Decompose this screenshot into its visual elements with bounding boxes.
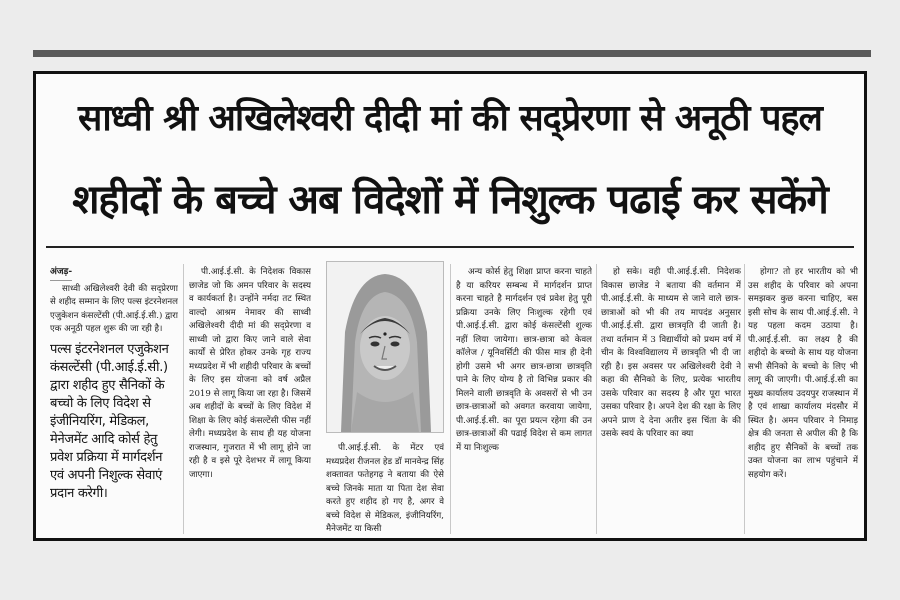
column-divider xyxy=(596,264,597,534)
intro-paragraph: साध्वी अखिलेश्वरी देवी की सद्प्रेरणा से शहीद सम्मान के लिए पल्स इंटरनेशनल एजुकेशन कंसल्टेंसी (पी.आई.ई.सी.) द्वारा एक अनूठी पहल शुरू की जा रही है। xyxy=(50,283,178,334)
column-2 xyxy=(189,266,311,534)
dateline: अंजड़- xyxy=(50,266,72,281)
headline-line-2: शहीदों के बच्चे अब विदेशों में निशुल्क पढाई कर सकेंगे xyxy=(72,177,828,223)
top-bar xyxy=(33,50,871,57)
portrait-illustration xyxy=(327,262,443,432)
column-5-text: हो सके। वही पी.आई.ई.सी. निदेशक विकास छाजेड ने बताया की वर्तमान में पी.आई.ई.सी. के माध्यम से जाने वाले छात्र-छात्राओं को भी की तय मापदंड अनुसार पी.आई.ई.सी. द्वारा छात्रवृति दी जाती है। तथा वर्तमान में 3 विद्यार्थीयो को प्रथम वर्ष में चीन के विश्वविद्यालय में छात्रवृति भी दी जा रही है। इस अवसर पर अखिलेश्वरी देवी ने कहा की सैनिको के लिए, प्रत्येक भारतीय उसके परिवार का सदस्य है और पूरा भारत उसका परिवार है। अपने देश की रक्षा के लिए अपने प्राण दे देना अतीर इस चिंता के की उसके स्वयं के परिवार का क्या xyxy=(601,267,741,439)
headline-rule xyxy=(46,246,854,248)
column-divider xyxy=(450,264,451,534)
column-divider xyxy=(183,264,184,534)
column-2-text: पी.आई.ई.सी. के निदेशक विकास छाजेड जो कि अमन परिवार के सदस्य व कार्यकर्ता है। उन्होंने नर्मदा तट स्थित वाल्दो आश्रम नेमावर की साध्वी अखिलेश्वरी दीदी मां की सद्प्रेरणा व साध्वी जो द्वारा किए जाने वाले सेवा कार्यों से प्रेरित होकर उनके गृह राज्य मध्यप्रदेश में भी शहीदी परिवार के बच्चों के लिए इस योजना को वर्ष अप्रैल 2019 से लागू किया जा रहा है। जिसमें अब शहीदों के बच्चों के लिए विदेश में शिक्षा के लिए कोई कंसल्टेंसी फीस नहीं लेगी। मध्यप्रदेश के साथ ही यह योजना राजस्थान, गुजरात में भी लागू होने जा रही है व इसे पूरे देशभर में लागू किया जाएगा। xyxy=(189,267,311,480)
sadhvi-portrait-photo xyxy=(326,261,444,433)
column-5 xyxy=(601,266,741,534)
column-6-text: होगा? तो हर भारतीय को भी उस शहीद के परिवार को अपना समझकर कुछ करना चाहिए, बस इसी सोच के साथ पी.आई.ई.सी. ने यह पहला कदम उठाया है। पी.आई.ई.सी. का लक्ष्य है की शहीदो के बच्चो के साथ यह योजना सभी सैनिको के बच्चो के लिए भी लागू की जाएगी। पी.आई.ई.सी का मुख्य कार्यालय उदयपुर राजस्थान में है एवं शाखा कार्यालय मंदसौर में स्थित है। अमन परिवार ने निमाड़ क्षेत्र की जनता से अपील की है कि शहीद हुए सैनिकों के बच्चों तक उक्त योजना का लाभ पहुंचाने में सहयोग करें। xyxy=(748,267,858,480)
column-3-text: पी.आई.ई.सी. के मेंटर एवं मध्यप्रदेश रीजनल हेड डॉ मानवेन्द्र सिंह शक्तावत फतेहगढ़ ने बताया की ऐसे बच्चे जिनके माता या पिता देश सेवा करते हुए शहीद हो गए है, अगर वे बच्चे विदेश से मेडिकल, इंजीनियरिंग, मैनेजमेंट या किसी xyxy=(326,443,444,534)
column-divider xyxy=(744,264,745,534)
column-4-text: अन्य कोर्स हेतु शिक्षा प्राप्त करना चाहते है या करियर सम्बन्ध में मार्गदर्शन प्राप्त करना चाहते है मार्गदर्शन एवं प्रवेश हेतु पूरी प्रक्रिया उनके लिए निःशुल्क रहेगी एवं पी.आई.ई.सी. द्वारा कोई कंसल्टेंसी शुल्क नहीं लिया जायेगा। छात्र-छात्रा को केवल कॉलेज / यूनिवर्सिटी की फीस मात्र ही देनी होगी उसमे भी अगर छात्र-छात्रा छात्रवृति पाने के लिए योग्य है तो विभिन्न प्रकार की मिलने वाली छात्रवृति के अवसरों से भी उन छात्र-छात्राओं को अवगत करवाया जायेगा, पी.आई.ई.सी. का पूरा प्रयत्न रहेगा की उन छात्र-छात्राओं की पढाई विदेश से कम लागत में या निःशुल्क xyxy=(456,267,592,453)
highlight-paragraph: पल्स इंटरनेशनल एजुकेशन कंसल्टेंसी (पी.आई.ई.सी.) द्वारा शहीद हुए सैनिकों के बच्चो के लिए विदेश से इंजीनियरिंग, मेडिकल, मेनेजमेंट आदि कोर्स हेतु प्रवेश प्रक्रिया में मार्गदर्शन एवं अपनी निशुल्क सेवाएं प्रदान करेगी। xyxy=(50,341,169,501)
headline-line-1: साध्वी श्री अखिलेश्वरी दीदी मां की सद्प्रेरणा से अनूठी पहल xyxy=(78,98,822,139)
newspaper-clipping xyxy=(33,71,867,541)
column-3 xyxy=(326,442,444,534)
column-1 xyxy=(50,266,178,534)
column-6 xyxy=(748,266,858,534)
column-4 xyxy=(456,266,592,534)
